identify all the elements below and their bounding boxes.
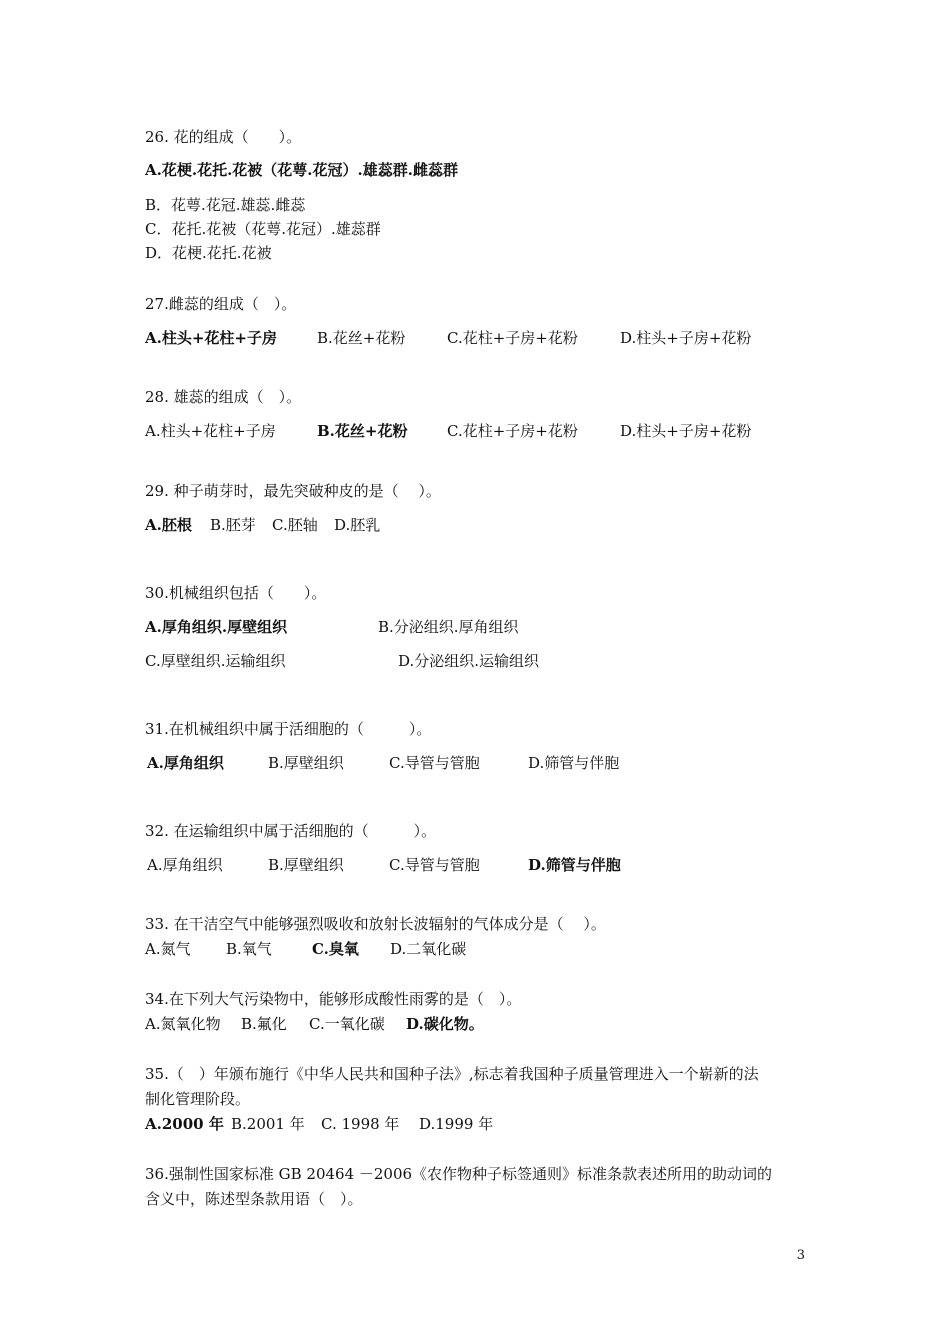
q26-option-c: C．花托.花被（花萼.花冠）.雄蕊群	[145, 220, 381, 238]
q31-option-a: A.厚角组织	[147, 754, 224, 772]
q34-option-a: A.氮氧化物	[145, 1015, 221, 1033]
q30-option-c: C.厚壁组织.运输组织	[145, 652, 286, 670]
q34-stem: 34.在下列大气污染物中，能够形成酸性雨雾的是（ ）。	[145, 990, 522, 1008]
page-number: 3	[796, 1248, 805, 1263]
q27-option-d: D.柱头+子房+花粉	[620, 329, 752, 347]
q33-option-c: C.臭氧	[312, 940, 359, 958]
q29-option-d: D.胚乳	[334, 516, 381, 534]
q35-option-c: C. 1998 年	[321, 1115, 400, 1133]
q34-option-c: C.一氧化碳	[309, 1015, 385, 1033]
q29-option-b: B.胚芽	[210, 516, 256, 534]
q30-option-b: B.分泌组织.厚角组织	[378, 618, 519, 636]
q32-option-d: D.筛管与伴胞	[528, 856, 621, 874]
q26-stem: 26. 花的组成（ ）。	[145, 128, 302, 146]
q35-option-d: D.1999 年	[419, 1115, 494, 1133]
q27-option-c: C.花柱+子房+花粉	[447, 329, 578, 347]
q31-option-d: D.筛管与伴胞	[528, 754, 620, 772]
q32-option-c: C.导管与管胞	[389, 856, 480, 874]
q27-option-a: A.柱头+花柱+子房	[145, 329, 277, 347]
q27-option-b: B.花丝+花粉	[317, 329, 406, 347]
q35-option-b: B.2001 年	[231, 1115, 305, 1133]
q26-option-a: A.花梗.花托.花被（花萼.花冠）.雄蕊群.雌蕊群	[145, 161, 458, 179]
q33-option-a: A.氮气	[145, 940, 191, 958]
q30-option-a: A.厚角组织.厚壁组织	[145, 618, 288, 636]
q27-stem: 27.雌蕊的组成（ ）。	[145, 295, 297, 313]
q30-stem: 30.机械组织包括（ ）。	[145, 584, 327, 602]
q32-stem: 32. 在运输组织中属于活细胞的（ ）。	[145, 822, 437, 840]
q36-stem-line1: 36.强制性国家标准 GB 20464 －2006《农作物种子标签通则》标准条款表述所用的助动词的	[145, 1165, 773, 1183]
q32-option-b: B.厚壁组织	[268, 856, 344, 874]
q29-option-c: C.胚轴	[272, 516, 318, 534]
q26-option-b: B．花萼.花冠.雄蕊.雌蕊	[145, 196, 306, 214]
q35-stem-line1: 35.（ ）年颁布施行《中华人民共和国种子法》,标志着我国种子质量管理进入一个崭新的法	[145, 1065, 759, 1083]
q28-option-a: A.柱头+花柱+子房	[145, 422, 276, 440]
q33-option-d: D.二氧化碳	[390, 940, 467, 958]
q35-option-a: A.2000 年	[145, 1115, 224, 1133]
q28-option-b: B.花丝+花粉	[317, 422, 408, 440]
q28-option-c: C.花柱+子房+花粉	[447, 422, 578, 440]
q29-stem: 29. 种子萌芽时，最先突破种皮的是（ ）。	[145, 482, 441, 500]
q31-stem: 31.在机械组织中属于活细胞的（ ）。	[145, 720, 432, 738]
q36-stem-line2: 含义中，陈述型条款用语（ ）。	[145, 1190, 363, 1208]
q34-option-b: B.氟化	[241, 1015, 287, 1033]
q30-option-d: D.分泌组织.运输组织	[398, 652, 540, 670]
q33-stem: 33. 在干洁空气中能够强烈吸收和放射长波辐射的气体成分是（ ）。	[145, 915, 606, 933]
q29-option-a: A.胚根	[145, 516, 192, 534]
q33-option-b: B.氧气	[226, 940, 272, 958]
q35-stem-line2: 制化管理阶段。	[145, 1090, 251, 1108]
q26-option-d: D．花梗.花托.花被	[145, 244, 272, 262]
q28-stem: 28. 雄蕊的组成（ ）。	[145, 388, 302, 406]
q34-option-d: D.碳化物。	[406, 1015, 484, 1033]
q28-option-d: D.柱头+子房+花粉	[620, 422, 752, 440]
q31-option-b: B.厚壁组织	[268, 754, 344, 772]
q31-option-c: C.导管与管胞	[389, 754, 480, 772]
q32-option-a: A.厚角组织	[147, 856, 223, 874]
